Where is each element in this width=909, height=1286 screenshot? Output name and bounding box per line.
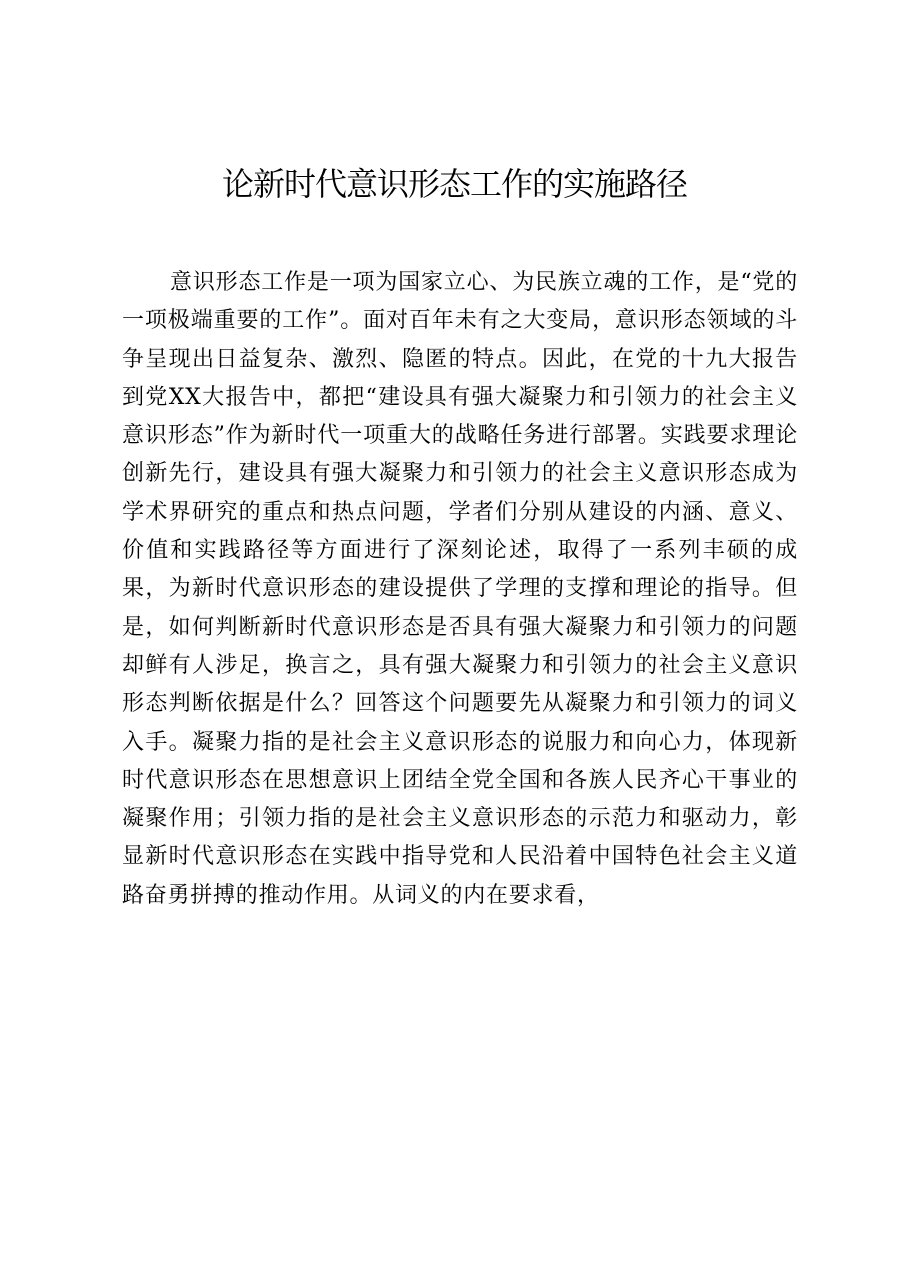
document-title: 论新时代意识形态工作的实施路径	[221, 165, 687, 203]
body-paragraph: 意识形态工作是一项为国家立心、为民族立魂的工作，是“党的一项极端重要的工作”。面对百年未有之大变局，意识形态领域的斗争呈现出日益复杂、激烈、隐匿的特点。因此，在党的十九大报告到党XX大报告中，都把“建设具有强大凝聚力和引领力的社会主义意识形态”作为新时代一项重大的战略任务进行部署。实践要求理论创新先行，建设具有强大凝聚力和引领力的社会主义意识形态成为学术界研究的重点和热点问题，学者们分别从建设的内涵、意义、价值和实践路径等方面进行了深刻论述，取得了一系列丰硕的成果，为新时代意识形态的建设提供了学理的支撑和理论的指导。但是，如何判断新时代意识形态是否具有强大凝聚力和引领力的问题却鲜有人涉足，换言之，具有强大凝聚力和引领力的社会主义意识形态判断依据是什么？回答这个问题要先从凝聚力和引领力的词义入手。凝聚力指的是社会主义意识形态的说服力和向心力，体现新时代意识形态在思想意识上团结全党全国和各族人民齐心干事业的凝聚作用；引领力指的是社会主义意识形态的示范力和驱动力，彰显新时代意识形态在实践中指导党和人民沿着中国特色社会主义道路奋勇拼搏的推动作用。从词义的内在要求看，	[122, 270, 798, 908]
